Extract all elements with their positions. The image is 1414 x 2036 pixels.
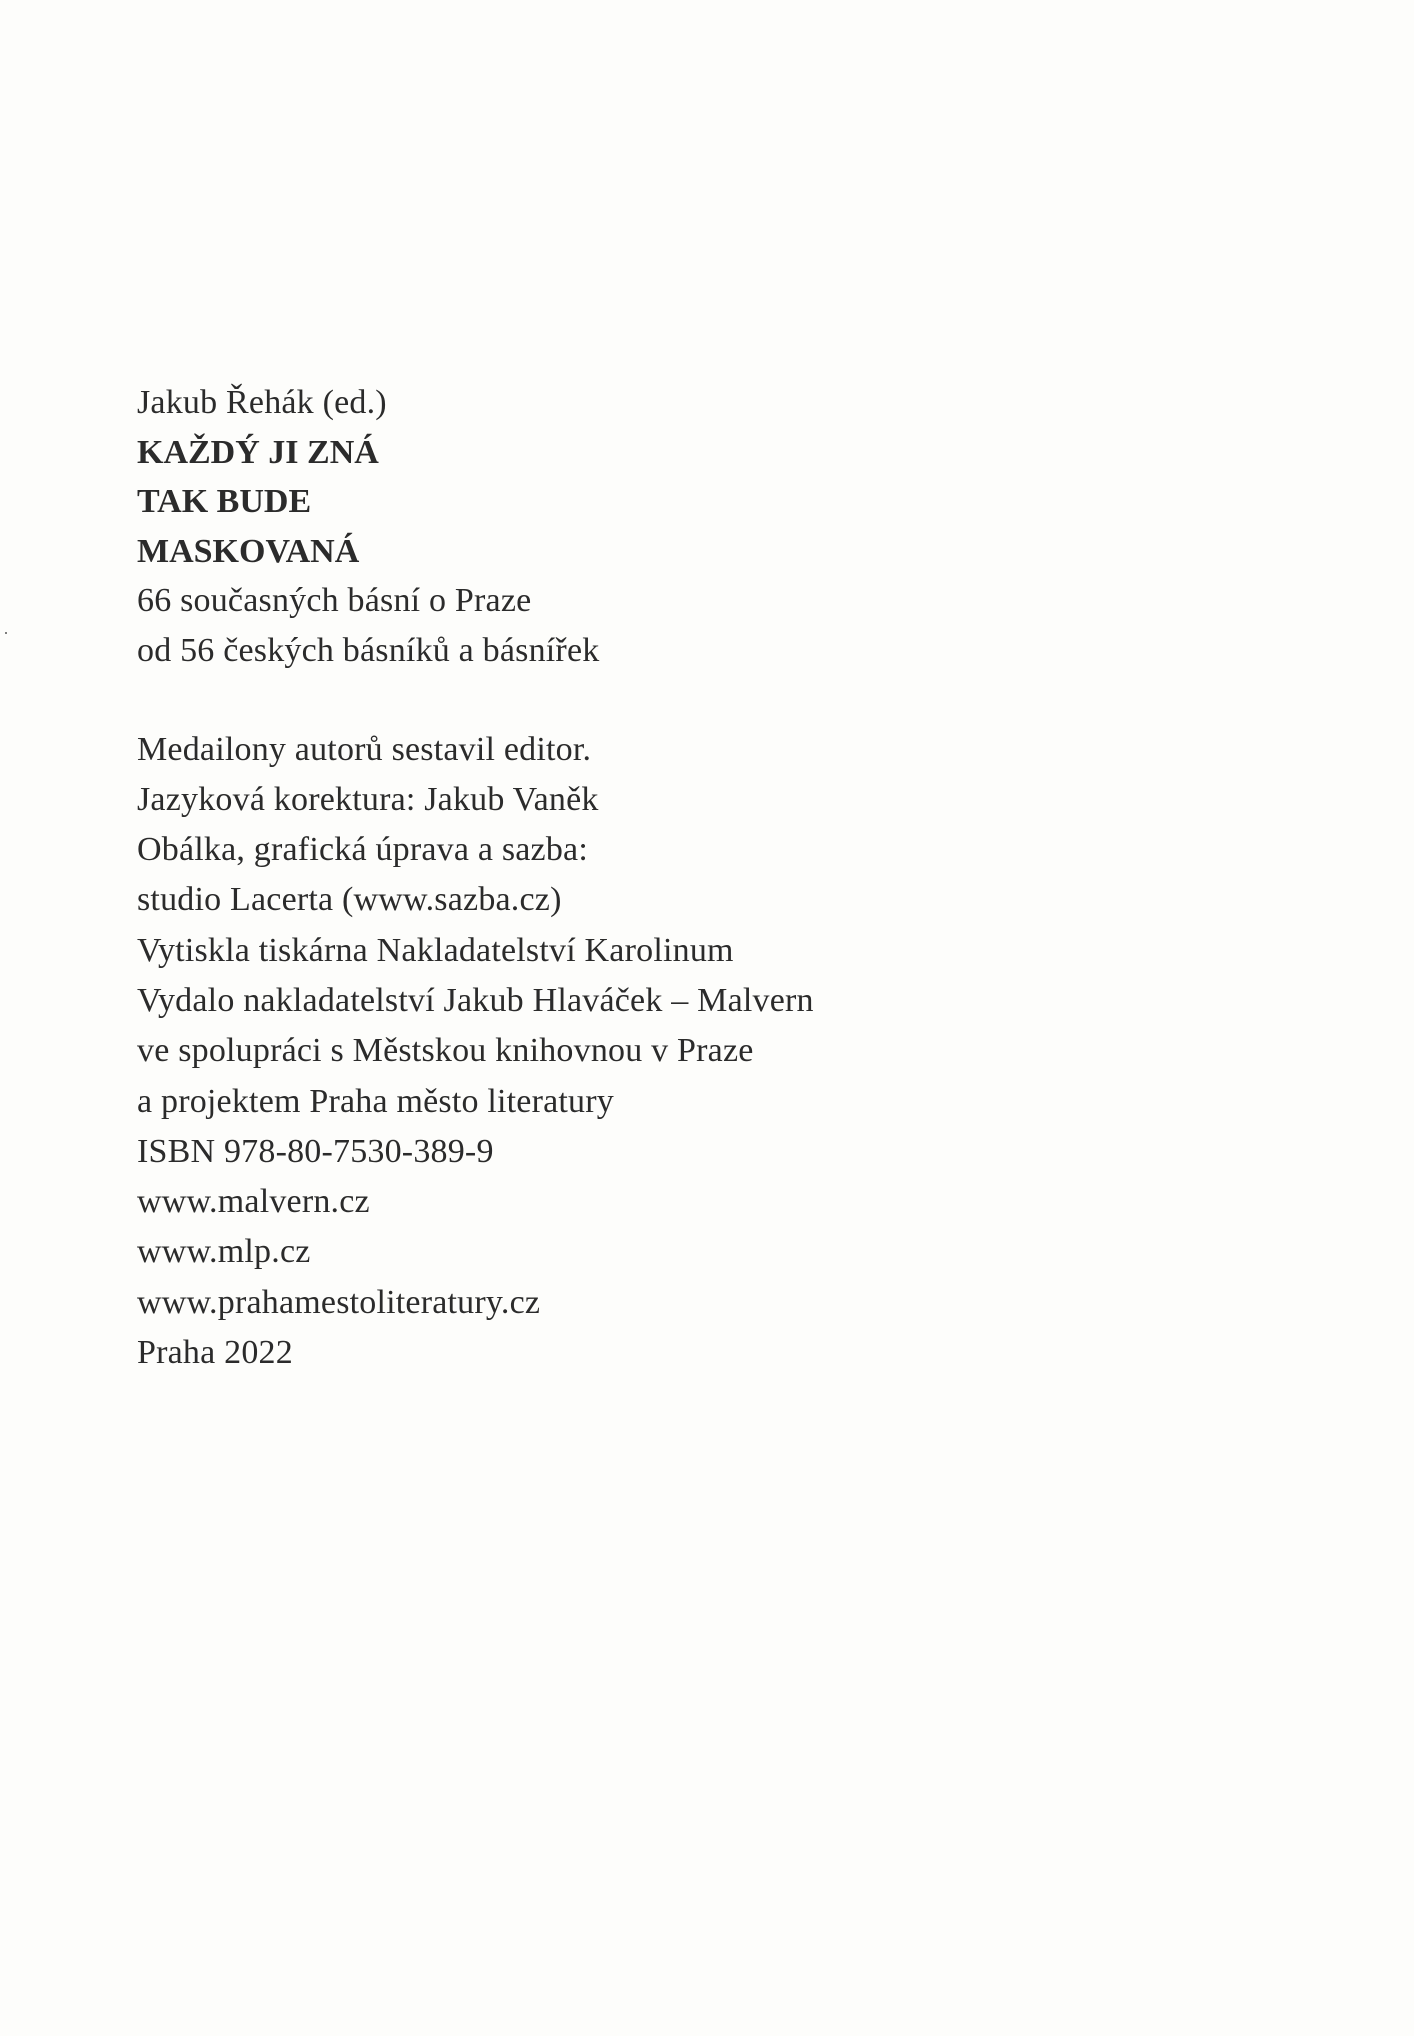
url-malvern: www.malvern.cz xyxy=(137,1183,370,1221)
credit-line-vydalo: Vydalo nakladatelství Jakub Hlaváček – Malvern xyxy=(137,981,814,1019)
credits-block xyxy=(137,725,1037,1379)
credit-line-obalka: Obálka, grafická úprava a sazba: xyxy=(137,831,588,869)
place-year: Praha 2022 xyxy=(137,1334,293,1372)
isbn: ISBN 978-80-7530-389-9 xyxy=(137,1132,494,1170)
title-line-3: MASKOVANÁ xyxy=(137,532,360,570)
editor-line: Jakub Řehák (ed.) xyxy=(137,384,387,421)
credit-line-korektura: Jazyková korektura: Jakub Vaněk xyxy=(137,780,599,818)
title-line-1: KAŽDÝ JI ZNÁ xyxy=(137,433,379,471)
url-prahamestoliteratury: www.prahamestoliteratury.cz xyxy=(137,1283,541,1321)
spacer xyxy=(137,675,1037,725)
colophon xyxy=(137,378,1037,1378)
title-line-2: TAK BUDE xyxy=(137,483,312,520)
credit-line-medailony: Medailony autorů sestavil editor. xyxy=(137,730,592,768)
paper-speck xyxy=(5,632,7,634)
credit-line-spoluprace: ve spolupráci s Městskou knihovnou v Praze xyxy=(137,1032,754,1070)
credit-line-tiskarna: Vytiskla tiskárna Nakladatelství Karolinum xyxy=(137,931,734,969)
credit-line-projekt: a projektem Praha město literatury xyxy=(137,1082,614,1120)
subtitle-line-2: od 56 českých básníků a básnířek xyxy=(137,631,600,669)
subtitle-line-1: 66 současných básní o Praze xyxy=(137,582,532,619)
url-mlp: www.mlp.cz xyxy=(137,1233,311,1271)
credit-line-studio: studio Lacerta (www.sazba.cz) xyxy=(137,881,562,919)
